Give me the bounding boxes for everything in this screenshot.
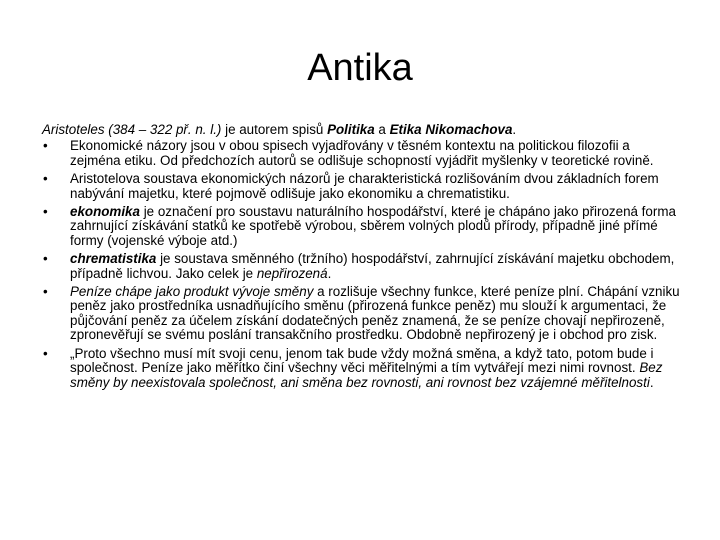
bullet-item-1 — [42, 139, 682, 168]
bullet-marker-icon: • — [43, 138, 48, 154]
bullet-4-text: je soustava směnného (tržního) hospodářství, zahrnující získávání majetku obchodem, případně lichvou. Jako celek je — [70, 251, 675, 281]
bullet-6-emphasis: Bez směny by neexistovala společnost, ani směna bez rovnosti, ani rovnost bez vzájemné měřitelnosti — [70, 360, 663, 390]
intro-author: Aristoteles (384 – 322 př. n. l.) — [42, 122, 222, 137]
bullet-5-emphasis: Peníze chápe jako produkt vývoje směny — [70, 284, 314, 300]
slide-title: Antika — [307, 47, 413, 89]
intro-work-1: Politika — [327, 122, 375, 137]
bullet-2-text: Aristotelova soustava ekonomických názorů je charakteristická rozlišováním dvou základních forem nabývání majetku, které pojmově odlišuje jako ekonomiku a chrematistiku. — [70, 171, 659, 201]
bullet-item-5 — [42, 285, 682, 343]
bullet-marker-icon: • — [43, 251, 48, 267]
bullet-list — [42, 139, 682, 390]
intro-work-2: Etika Nikomachova — [389, 122, 513, 137]
bullet-item-3 — [42, 205, 682, 248]
bullet-item-2 — [42, 172, 682, 201]
bullet-6-text: „Proto všechno musí mít svoji cenu, jenom tak bude vždy možná směna, a když tato, potom bude i společnost. Peníze jako měřítko činí všechny věci měřitelnými a tím vytvářejí mezi nimi rovnost. — [70, 345, 654, 376]
bullet-3-text: je označení pro soustavu naturálního hospodářství, které je chápáno jako přirozená forma zahrnující získávání statků ke spotřebě výrobou, sběrem volných plodů přírody, případně jiné přímé formy (vojenské výboje atd.) — [70, 204, 676, 248]
bullet-1-text: Ekonomické názory jsou v obou spisech vyjadřovány v těsném kontextu na politickou filozofii a zejména etiku. Od předchozích autorů se odlišuje schopností vyjádřit myšlenky v teoretické rovině. — [70, 138, 654, 168]
intro-paragraph — [42, 123, 682, 137]
bullet-marker-icon: • — [43, 171, 48, 187]
intro-text-3: . — [512, 122, 517, 137]
bullet-item-6 — [42, 347, 682, 390]
bullet-marker-icon: • — [43, 284, 48, 300]
bullet-4-emphasis: nepřirozená — [256, 265, 328, 281]
intro-text-1: je autorem spisů — [221, 122, 328, 137]
bullet-item-4 — [42, 252, 682, 281]
slide-body — [42, 123, 682, 394]
bullet-4-term: chrematistika — [70, 251, 157, 267]
bullet-5-text: a rozlišuje všechny funkce, které peníze plní. Chápání vzniku peněz jako prostředníka usnadňujícího směnu (přirozená funkce peněz) mu slouží k argumentaci, že půjčování peněz za účelem získání dodatečných peněz znamená, že se peníze chovají nepřirozeně, zpronevěřují se svému poslání transakčního prostředku. Obdobně nepřirozený je i obchod pro zisk. — [70, 284, 680, 343]
bullet-marker-icon: • — [43, 204, 48, 220]
bullet-4-end: . — [327, 265, 332, 281]
bullet-marker-icon: • — [43, 345, 48, 361]
intro-text-2: a — [374, 122, 390, 137]
bullet-6-end: . — [649, 374, 654, 390]
bullet-3-term: ekonomika — [70, 204, 140, 220]
